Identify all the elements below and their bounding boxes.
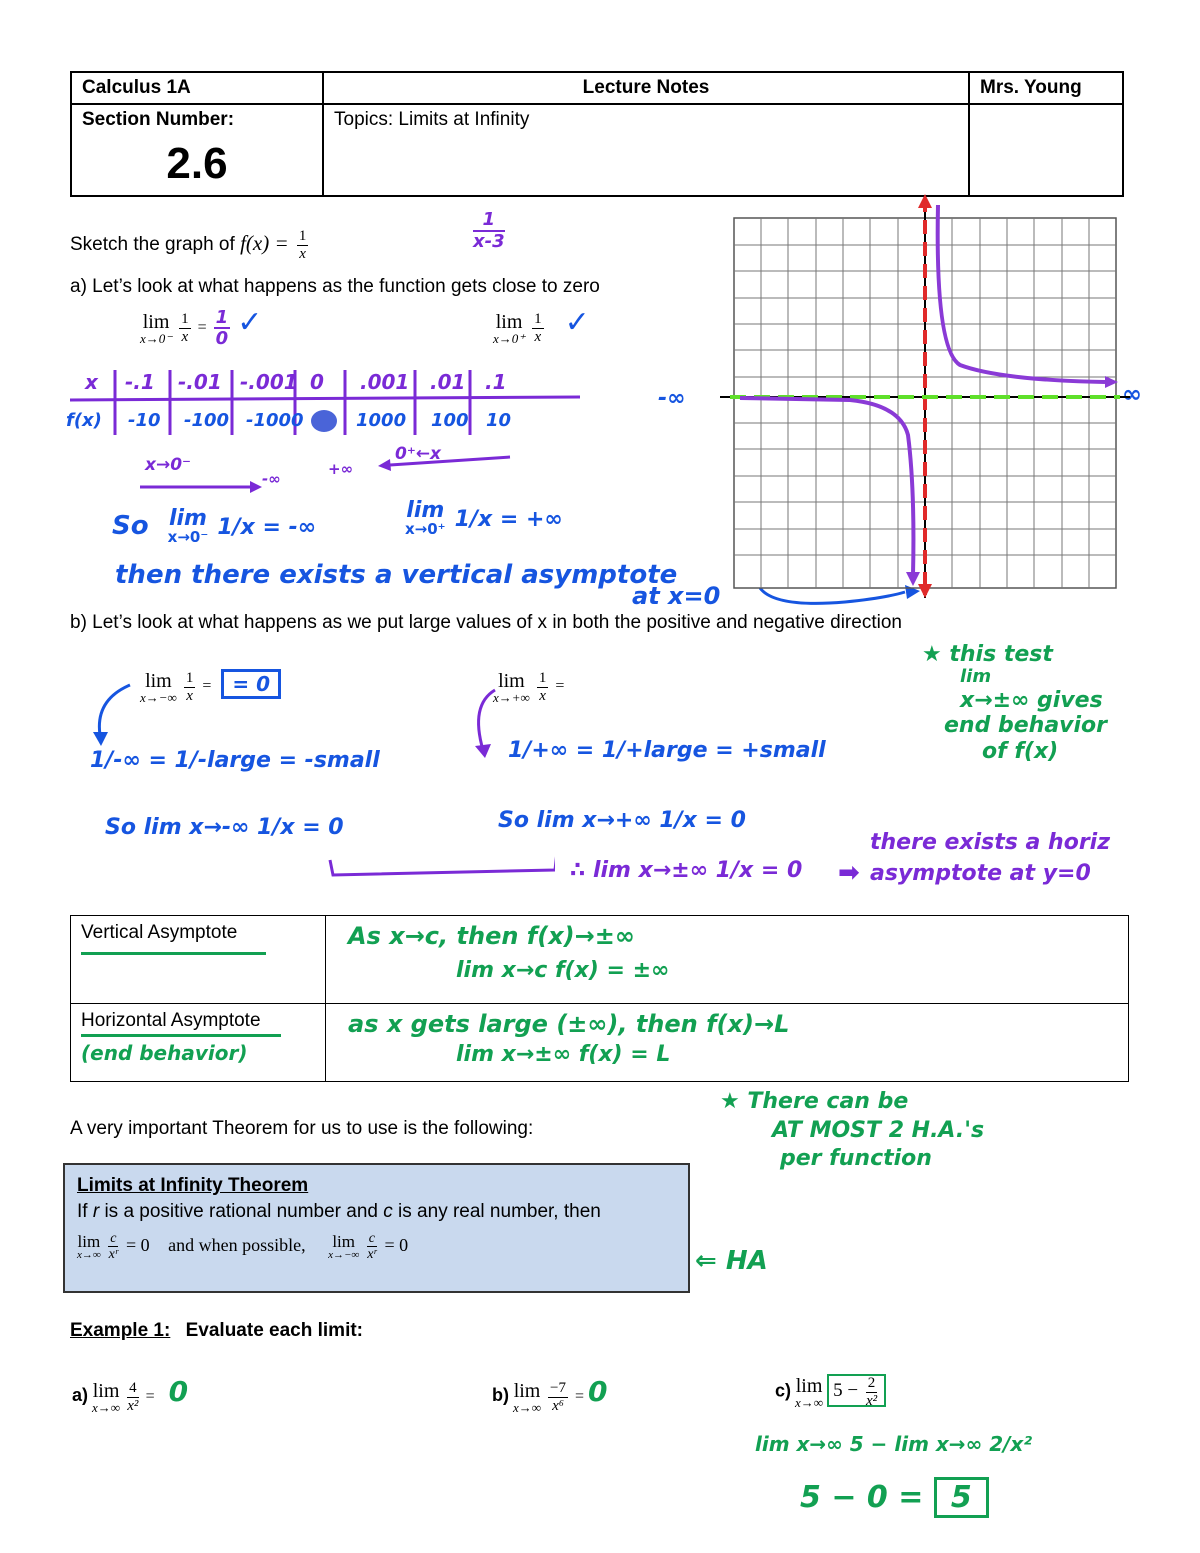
note-line: AT MOST 2 H.A.'s (772, 1117, 985, 1143)
hand-left-calc: 1/-∞ = 1/-large = -small (90, 748, 380, 773)
example-c (775, 1375, 886, 1409)
title-cell: Lecture Notes (323, 72, 969, 104)
lim-word: lim (92, 1379, 120, 1402)
answer-b: 0 (588, 1375, 608, 1408)
equals: = 0 (384, 1235, 409, 1256)
lim-sub: x→−∞ (140, 689, 177, 705)
lim-sub: x→∞ (513, 1399, 542, 1415)
frac-den: xʳ (108, 1247, 118, 1263)
hand-num: 1 (215, 306, 229, 328)
theorem-box (63, 1163, 690, 1293)
equals: = 0 (125, 1235, 150, 1256)
hand-note-test (922, 642, 1162, 764)
sketch-func: f(x) = (240, 231, 294, 256)
horizontal-note: (end behavior) (81, 1041, 248, 1065)
body-text: If (77, 1201, 93, 1222)
example-subtitle: Evaluate each limit: (185, 1320, 364, 1341)
vertical-label-cell (71, 916, 326, 1004)
hand-so-left: So lim x→-∞ 1/x = 0 (105, 815, 344, 840)
x-val: -.01 (178, 370, 222, 394)
section-label: Section Number: (82, 109, 235, 130)
note-line: x→±∞ gives (960, 687, 1103, 713)
hand-so-right: So lim x→+∞ 1/x = 0 (498, 808, 746, 833)
section-cell (71, 104, 323, 196)
note-line: end behavior (944, 713, 1108, 739)
vertical-def1: As x→c, then f(x)→±∞ (348, 922, 635, 950)
hand-right-limit (405, 500, 563, 537)
x-val: -.1 (125, 370, 155, 394)
vertical-def2: lim x→c f(x) = ±∞ (456, 958, 670, 983)
asymptote-table (70, 915, 1129, 1082)
c-work: lim x→∞ 5 − lim x→∞ 2/x² (755, 1432, 1033, 1456)
x-val: .1 (485, 370, 507, 394)
part-b-text: b) Let’s look at what happens as we put large values of x in both the positive and negative direction (70, 612, 902, 633)
frac-num: c (110, 1231, 117, 1246)
note-line: ★ this test (922, 642, 1053, 667)
middle-text: and when possible, (168, 1235, 306, 1256)
lim-sub: x→∞ (92, 1399, 121, 1415)
lim-word: lim (498, 669, 525, 692)
note-line: lim (960, 666, 992, 688)
lim-result: 1/x = +∞ (454, 507, 563, 532)
lim-sub: x→∞ (795, 1395, 824, 1411)
lim-word: lim (495, 310, 523, 333)
lim-result: 1/x = -∞ (217, 515, 317, 540)
theorem-formula (77, 1231, 676, 1263)
hand-vertical-asym-text: then there exists a vertical asymptote (115, 560, 678, 590)
hand-neg-inf: -∞ (262, 470, 281, 488)
equals: = (202, 677, 212, 695)
scribble-mark (311, 410, 337, 432)
frac-num: −7 (550, 1380, 567, 1397)
hand-arrow-icon: ➡ (838, 858, 860, 888)
curve-right-branch (938, 205, 1105, 382)
curve-left-branch (740, 398, 913, 575)
frac-den: x (181, 328, 189, 345)
graph-neg-inf-label: -∞ (658, 386, 686, 411)
hand-sketch-frac (470, 210, 508, 252)
frac-num: 1 (538, 670, 547, 686)
frac-den: x⁶ (552, 1397, 564, 1414)
example-title: Example 1: (70, 1320, 171, 1341)
lim-word: lim (406, 498, 445, 523)
hand-ha-arrow: ⇐ HA (695, 1246, 768, 1276)
note-line: ★ There can be (720, 1089, 909, 1114)
frac-den: x (534, 328, 542, 345)
body-text: is a positive rational number and (99, 1201, 384, 1222)
topics-cell: Topics: Limits at Infinity (323, 104, 969, 196)
theorem-intro: A very important Theorem for us to use is the following: (70, 1118, 534, 1139)
lim-word: lim (145, 669, 172, 692)
sketch-text: Sketch the graph of (70, 234, 235, 256)
fx-label: f(x) (66, 410, 102, 431)
sketch-den: x (299, 245, 306, 262)
lim-word: lim (513, 1379, 541, 1402)
answer-a: 0 (168, 1375, 189, 1408)
lim-sub: x→0⁻ (140, 330, 173, 346)
lim-word: lim (168, 506, 207, 531)
c-pre: 5 − (833, 1380, 859, 1402)
frac-den: x (186, 687, 193, 704)
blank-cell (969, 104, 1123, 196)
sketch-fraction (297, 228, 309, 262)
frac-num: c (368, 1231, 375, 1246)
x-val: .01 (430, 370, 466, 394)
lim-word: lim (332, 1231, 355, 1251)
x-label: x (85, 370, 98, 394)
part-a-text: a) Let’s look at what happens as the function gets close to zero (70, 276, 600, 297)
frac-den: x² (865, 1392, 878, 1409)
check-mark-icon: ✓ (564, 305, 590, 340)
hand-sketch-num: 1 (473, 210, 505, 232)
green-underline (81, 1034, 281, 1037)
hand-horiz-asym: there exists a horiz asymptote at y=0 (870, 830, 1111, 886)
frac-den: x² (127, 1397, 139, 1414)
limit-right-zero (493, 305, 590, 345)
frac-den: x (539, 687, 546, 704)
x-val: -.001 (240, 370, 298, 394)
c-answer: 5 (934, 1477, 989, 1518)
var-c: c (383, 1201, 393, 1222)
equals: = (555, 677, 565, 695)
equals: = (575, 1388, 585, 1405)
teacher-cell: Mrs. Young (969, 72, 1123, 104)
hand-arrow-right-label: 0⁺←x (395, 444, 442, 464)
equals: = (145, 1388, 155, 1405)
frac-den: xʳ (367, 1247, 377, 1263)
fx-val: -10 (128, 410, 161, 431)
equals: = (197, 319, 207, 336)
note-line: per function (780, 1146, 932, 1172)
fx-val: 1000 (356, 410, 407, 431)
section-number: 2.6 (166, 139, 228, 188)
lim-word: lim (142, 310, 170, 333)
lim-word: lim (77, 1231, 101, 1251)
green-underline (81, 952, 266, 955)
horizontal-label-cell (71, 1004, 326, 1082)
lim-word: lim (795, 1375, 823, 1398)
hand-note-ha (720, 1088, 984, 1174)
frac-num: 4 (129, 1380, 137, 1397)
course-cell: Calculus 1A (71, 72, 323, 104)
example-a (72, 1375, 188, 1414)
hand-therefore: ∴ lim x→±∞ 1/x = 0 (570, 858, 803, 883)
body-text: is any real number, then (392, 1201, 601, 1222)
x-val: .001 (360, 370, 410, 394)
x-val: 0 (310, 370, 324, 394)
lim-sub: x→∞ (77, 1248, 101, 1261)
label: b) (492, 1385, 509, 1405)
fx-val: -100 (184, 410, 230, 431)
fx-val: -1000 (246, 410, 304, 431)
header-table (70, 71, 1124, 197)
lim-sub: x→0⁺ (405, 520, 446, 538)
sketch-prompt (70, 228, 311, 262)
note-line: of f(x) (982, 738, 1059, 764)
hand-arrow-left-label: x→0⁻ (145, 455, 192, 475)
frac-num: 1 (185, 670, 194, 686)
horizontal-label: Horizontal Asymptote (81, 1010, 261, 1031)
lim-sub: x→0⁺ (493, 330, 526, 346)
horizontal-def-cell (326, 1004, 1129, 1082)
vertical-label: Vertical Asymptote (81, 922, 238, 943)
label: a) (72, 1385, 89, 1405)
lim-sub: x→−∞ (328, 1248, 360, 1261)
hand-den: 0 (215, 328, 229, 350)
frac-num: 1 (181, 311, 189, 328)
horizontal-def1: as x gets large (±∞), then f(x)→L (348, 1010, 790, 1038)
c-result-line (800, 1480, 989, 1515)
hand-right-calc: 1/+∞ = 1/+large = +small (508, 738, 826, 763)
theorem-title: Limits at Infinity Theorem (77, 1175, 309, 1196)
hand-pos-inf: +∞ (328, 460, 354, 478)
hand-b-arrows (85, 677, 555, 880)
limit-left-zero (140, 305, 262, 349)
frac-num: 2 (867, 1375, 876, 1391)
fx-val: 10 (486, 410, 512, 431)
hand-so-left-limit (112, 508, 316, 545)
example-heading (70, 1320, 363, 1342)
example-b (492, 1375, 608, 1414)
theorem-body (77, 1201, 676, 1223)
graph-pos-inf-label: ∞ (1122, 380, 1142, 408)
fx-val: 100 (431, 410, 469, 431)
frac-num: 1 (534, 311, 542, 328)
graph (720, 190, 1130, 600)
sketch-num: 1 (298, 228, 307, 244)
check-mark-icon: ✓ (237, 305, 263, 340)
horizontal-def2: lim x→±∞ f(x) = L (456, 1042, 671, 1067)
vertical-def-cell (326, 916, 1129, 1004)
var-r: r (92, 1201, 100, 1222)
boxed-answer: = 0 (221, 669, 281, 699)
c-result: 5 − 0 = (800, 1480, 924, 1515)
label: c) (775, 1380, 792, 1401)
lim-sub: x→+∞ (493, 689, 530, 705)
hand-at-x0: at x=0 (632, 582, 721, 610)
lim-sub: x→0⁻ (167, 528, 209, 546)
hand-sketch-den: x-3 (473, 230, 505, 252)
so-word: So (112, 511, 149, 541)
bracket-box (827, 1374, 886, 1407)
